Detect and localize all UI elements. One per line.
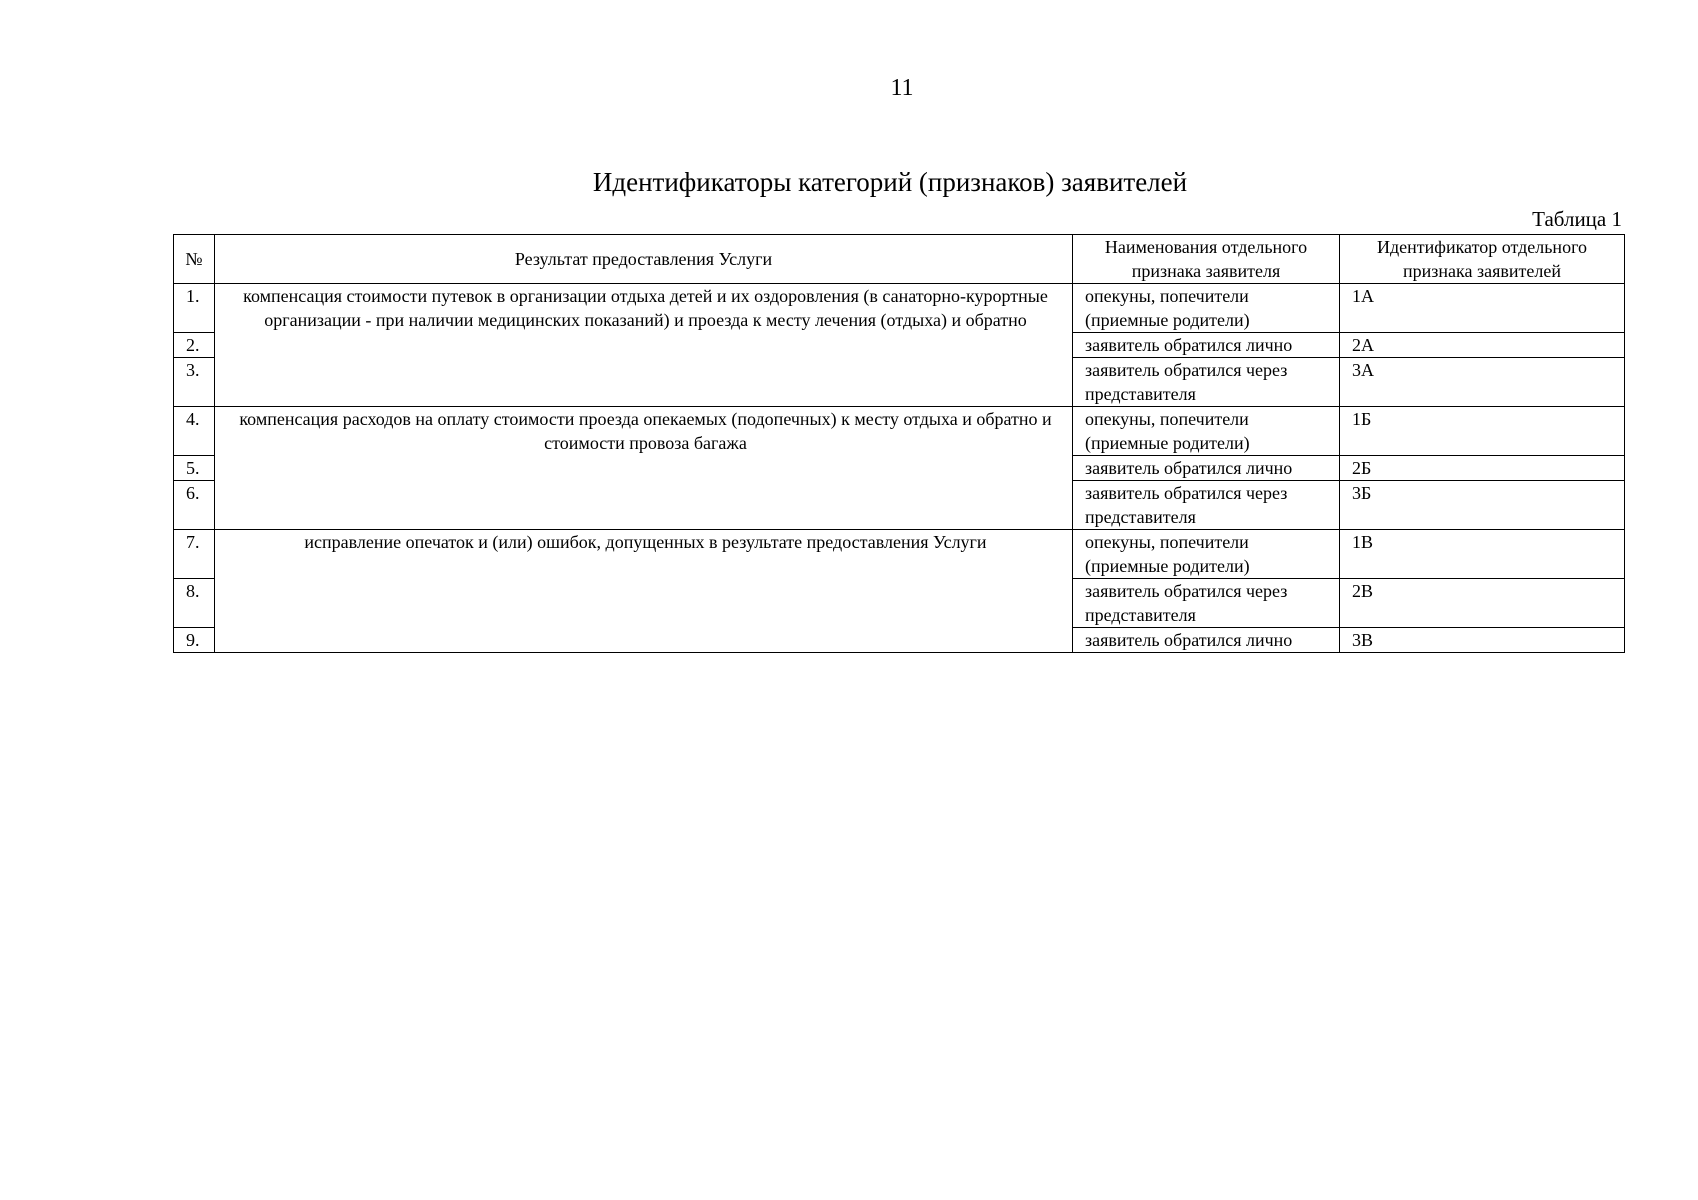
attribute-name: заявитель обратился через представителя bbox=[1073, 579, 1340, 628]
attribute-name: заявитель обратился через представителя bbox=[1073, 358, 1340, 407]
row-number: 5. bbox=[174, 456, 215, 481]
table-caption: Таблица 1 bbox=[1532, 207, 1622, 231]
attribute-id: 3Б bbox=[1340, 481, 1625, 530]
attribute-id: 2А bbox=[1340, 333, 1625, 358]
attribute-id: 2Б bbox=[1340, 456, 1625, 481]
header-number: № bbox=[174, 235, 215, 284]
row-number: 2. bbox=[174, 333, 215, 358]
header-attribute-name: Наименования отдельного признака заявителя bbox=[1073, 235, 1340, 284]
attribute-id: 1А bbox=[1340, 284, 1625, 333]
row-number: 8. bbox=[174, 579, 215, 628]
attribute-name: опекуны, попечители (приемные родители) bbox=[1073, 530, 1340, 579]
service-result: компенсация стоимости путевок в организации отдыха детей и их оздоровления (в санаторно-курортные организации - при наличии медицинских показаний) и проезда к месту лечения (отдыха) и обратно bbox=[215, 284, 1073, 407]
document-title: Идентификаторы категорий (признаков) заявителей bbox=[592, 167, 1188, 197]
service-result: исправление опечаток и (или) ошибок, допущенных в результате предоставления Услуги bbox=[215, 530, 1073, 653]
row-number: 3. bbox=[174, 358, 215, 407]
row-number: 1. bbox=[174, 284, 215, 333]
attribute-name: опекуны, попечители (приемные родители) bbox=[1073, 284, 1340, 333]
attribute-name: заявитель обратился через представителя bbox=[1073, 481, 1340, 530]
attribute-id: 1Б bbox=[1340, 407, 1625, 456]
attribute-id: 3А bbox=[1340, 358, 1625, 407]
header-result: Результат предоставления Услуги bbox=[215, 235, 1073, 284]
attribute-name: опекуны, попечители (приемные родители) bbox=[1073, 407, 1340, 456]
table-header-row bbox=[174, 235, 1625, 284]
table-row bbox=[174, 284, 1625, 333]
row-number: 9. bbox=[174, 628, 215, 653]
row-number: 6. bbox=[174, 481, 215, 530]
page-number: 11 bbox=[890, 75, 914, 101]
attribute-name: заявитель обратился лично bbox=[1073, 456, 1340, 481]
row-number: 4. bbox=[174, 407, 215, 456]
attribute-name: заявитель обратился лично bbox=[1073, 628, 1340, 653]
header-attribute-id: Идентификатор отдельного признака заявителей bbox=[1340, 235, 1625, 284]
attribute-id: 2В bbox=[1340, 579, 1625, 628]
table-row bbox=[174, 530, 1625, 579]
service-result: компенсация расходов на оплату стоимости проезда опекаемых (подопечных) к месту отдыха и обратно и стоимости провоза багажа bbox=[215, 407, 1073, 530]
attribute-id: 1В bbox=[1340, 530, 1625, 579]
attribute-name: заявитель обратился лично bbox=[1073, 333, 1340, 358]
applicant-categories-table bbox=[173, 234, 1625, 653]
table-row bbox=[174, 407, 1625, 456]
row-number: 7. bbox=[174, 530, 215, 579]
attribute-id: 3В bbox=[1340, 628, 1625, 653]
